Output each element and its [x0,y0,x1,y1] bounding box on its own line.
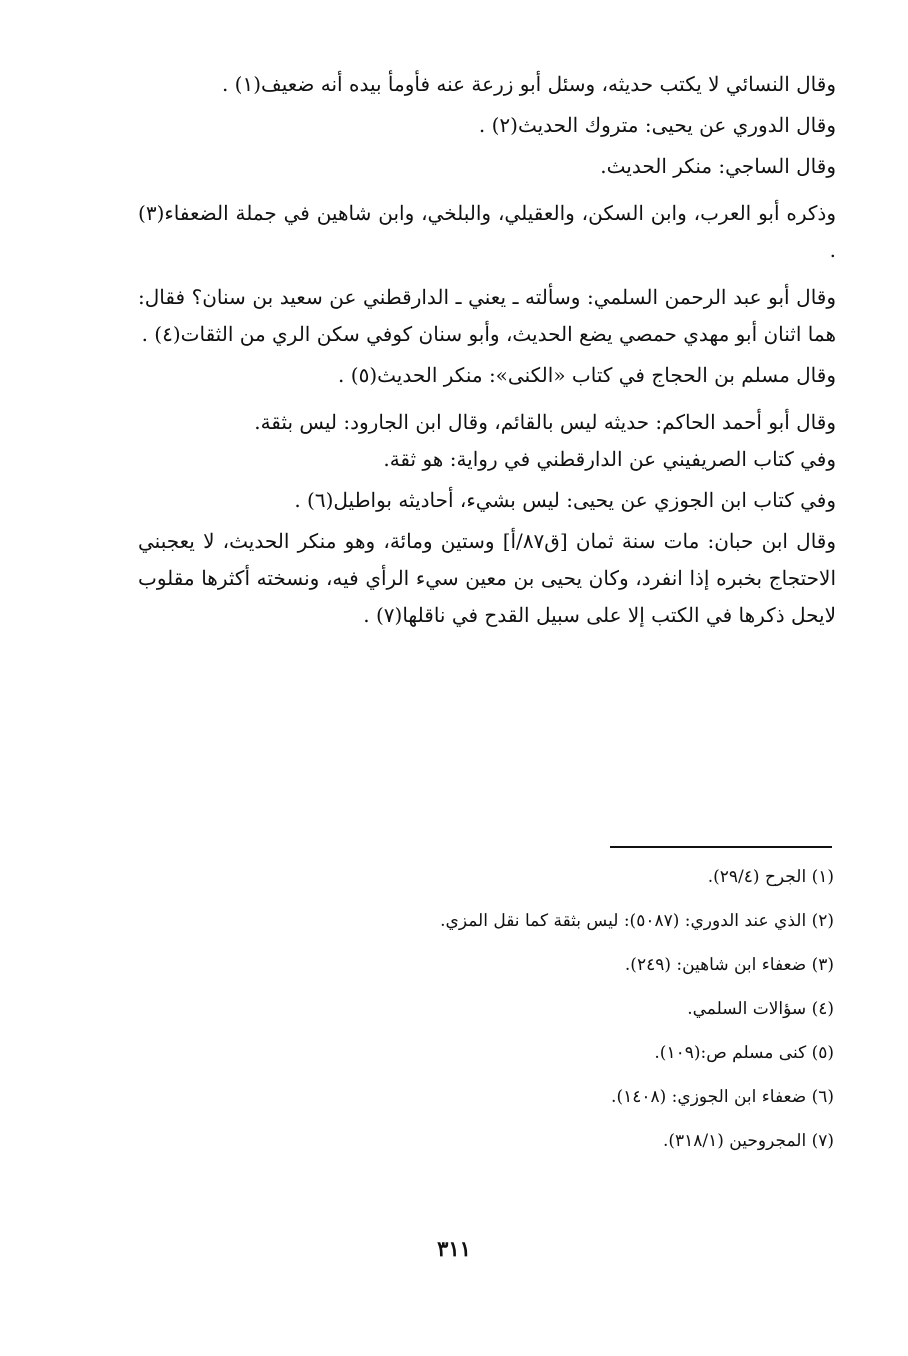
paragraph-sarifini: وفي كتاب الصريفيني عن الدارقطني في رواية: هو ثقة. [383,447,836,471]
paragraph-duri: وقال الدوري عن يحيى: متروك الحديث(٢) . [478,113,836,137]
footnote-2: (٢) الذي عند الدوري: (٥٠٨٧): ليس بثقة كما نقل المزي. [440,911,834,931]
footnote-4: (٤) سؤالات السلمي. [687,999,834,1019]
footnote-3: (٣) ضعفاء ابن شاهين: (٢٤٩). [624,955,834,975]
footnote-separator [610,846,832,848]
main-text [138,66,836,634]
footnote-6: (٦) ضعفاء ابن الجوزي: (١٤٠٨). [611,1087,834,1107]
footnote-5: (٥) كنى مسلم ص:(١٠٩). [654,1043,834,1063]
paragraph-nasai: وقال النسائي لا يكتب حديثه، وسئل أبو زرعة عنه فأومأ بيده أنه ضعيف(١) . [221,72,836,96]
footnotes [250,866,834,1174]
paragraph-muslim: وقال مسلم بن الحجاج في كتاب «الكنى»: منكر الحديث(٥) . [338,363,836,387]
paragraph-sulami: وقال أبو عبد الرحمن السلمي: وسألته ـ يعني ـ الدارقطني عن سعيد بن سنان؟ فقال: هما اثنان أبو مهدي حمصي يضع الحديث، وأبو سنان كوفي سكن الري من الثقات(٤) . [138,285,836,346]
footnote-1: (١) الجرح (٢٩/٤). [707,867,834,887]
paragraph-hakim: وقال أبو أحمد الحاكم: حديثه ليس بالقائم، وقال ابن الجارود: ليس بثقة. [254,410,836,434]
page-number: ٣١١ [437,1236,471,1261]
paragraph-saji: وقال الساجي: منكر الحديث. [600,154,836,178]
paragraph-ibn-al-jawzi: وفي كتاب ابن الجوزي عن يحيى: ليس بشيء، أحاديثه بواطيل(٦) . [294,488,836,512]
paragraph-ibn-hibban: وقال ابن حبان: مات سنة ثمان [ق٨٧/أ] وستين ومائة، وهو منكر الحديث، لا يعجبني الاحتجاج بخبره إذا انفرد، وكان يحيى بن معين سيء الرأي فيه، ونسخته أكثرها مقلوب لايحل ذكرها في الكتب إلا على سبيل القدح في ناقلها(٧) . [138,529,837,627]
footnote-7: (٧) المجروحين (٣١٨/١). [662,1131,834,1151]
paragraph-abu-al-arab: وذكره أبو العرب، وابن السكن، والعقيلي، والبلخي، وابن شاهين في جملة الضعفاء(٣) . [138,201,836,262]
